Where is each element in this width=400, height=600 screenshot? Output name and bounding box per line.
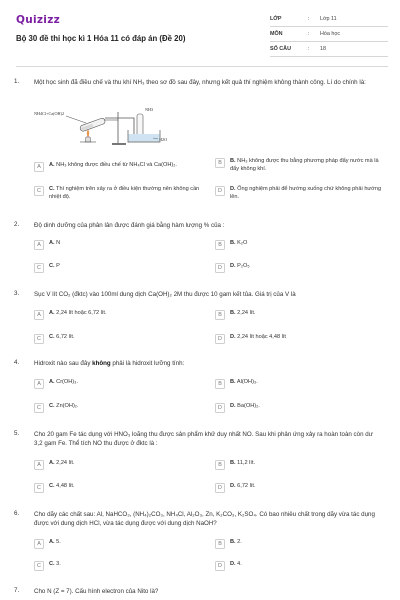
question-text-after: phải là hidroxit lưỡng tính: (110, 360, 185, 367)
option-letter: C (34, 334, 44, 344)
option-c[interactable] (34, 561, 61, 571)
question-number: 6. (14, 510, 20, 517)
option-letter: C (34, 483, 44, 493)
option-label: B. (230, 240, 236, 246)
option-letter: C (34, 403, 44, 413)
meta-label: MÔN (270, 31, 283, 37)
option-body (49, 483, 75, 491)
option-text: 5. (56, 539, 61, 545)
option-body (49, 334, 75, 342)
option-letter: A (34, 539, 44, 549)
option-body (49, 403, 79, 411)
question-number: 5. (14, 430, 20, 437)
option-label: D. (230, 334, 236, 340)
option-text: Ống nghiệm phải để hướng xuống chứ không phải hướng lên. (230, 186, 382, 200)
option-letter: B (215, 539, 225, 549)
question-text: Độ dinh dưỡng của phân lân được đánh giá bằng hàm lượng % của : (34, 222, 225, 229)
option-text: 11,2 lít. (237, 460, 256, 466)
quizizz-logo[interactable]: Quizizz (16, 14, 61, 26)
option-label: C. (49, 483, 55, 489)
diagram-water-label: H2O (159, 137, 168, 142)
option-text: P (56, 263, 60, 269)
question-text: Cho N (Z = 7). Cấu hình electron của Nito là? (34, 588, 159, 595)
question-text (34, 359, 380, 368)
option-b[interactable] (215, 539, 242, 549)
option-letter: D (215, 483, 225, 493)
option-body (230, 460, 255, 468)
option-c[interactable] (34, 403, 79, 413)
option-label: A. (49, 539, 55, 545)
option-c[interactable] (34, 186, 204, 201)
option-body (49, 561, 61, 569)
option-label: B. (230, 460, 236, 466)
meta-label: SỐ CÂU (270, 46, 291, 52)
option-d[interactable] (215, 186, 385, 201)
option-body (230, 263, 250, 271)
option-label: A. (49, 240, 55, 246)
diagram-reactant-label: NH4Cl+Ca(OH)2 (34, 111, 65, 116)
option-letter: D (215, 561, 225, 571)
option-label: A. (49, 162, 55, 168)
option-text: 2,24 lít hoặc 4,48 lít (237, 334, 286, 340)
option-body (49, 310, 107, 318)
meta-value: Lớp 11 (320, 16, 337, 22)
option-body (49, 186, 204, 201)
option-text: 2,24 lít. (237, 310, 256, 316)
option-text: Cr(OH)₃. (56, 379, 79, 385)
option-label: B. (230, 310, 236, 316)
option-c[interactable] (34, 334, 75, 344)
option-d[interactable] (215, 561, 242, 571)
option-letter: B (215, 460, 225, 470)
option-a[interactable] (34, 460, 75, 470)
option-label: C. (49, 186, 55, 192)
option-text: NH₃ không được điều chế từ NH₄Cl và Ca(OH)₂. (56, 162, 177, 168)
option-body (49, 539, 61, 547)
diagram-gas-label: NH3 (145, 107, 154, 112)
option-letter: A (34, 310, 44, 320)
option-letter: A (34, 162, 44, 172)
option-letter: D (215, 186, 225, 196)
option-body (230, 379, 258, 387)
option-body (230, 483, 256, 491)
question-number: 7. (14, 587, 20, 594)
option-text: Thí nghiệm trên xảy ra ở điều kiện thường nên không cần nhiệt độ. (49, 186, 200, 200)
option-b[interactable] (215, 379, 258, 389)
question-number: 2. (14, 221, 20, 228)
option-body (49, 240, 60, 248)
question-3 (0, 290, 400, 350)
option-d[interactable] (215, 403, 260, 413)
option-text: 6,72 lít. (237, 483, 256, 489)
question-text: Một học sinh đã điều chế và thu khí NH₃ theo sơ đồ sau đây, nhưng kết quả thí nghiệm không thành công. Lí do chính là: (34, 79, 366, 86)
option-label: C. (49, 561, 55, 567)
apparatus-diagram (34, 106, 204, 148)
meta-separator: : (308, 31, 310, 37)
option-label: B. (230, 158, 236, 164)
option-d[interactable] (215, 334, 286, 344)
option-b[interactable] (215, 240, 247, 250)
option-letter: A (34, 240, 44, 250)
option-text: Zn(OH)₂. (56, 403, 79, 409)
option-b[interactable] (215, 310, 256, 320)
option-body (49, 379, 78, 387)
option-body (49, 460, 75, 468)
meta-table (270, 12, 388, 57)
option-body (49, 263, 60, 271)
question-text: Sục V lít CO₂ (đktc) vào 100ml dung dịch Ca(OH)₂ 2M thu được 10 gam kết tủa. Giá trị của V là (34, 291, 296, 298)
option-text: 2,24 lít. (56, 460, 75, 466)
option-text: 2,24 lít hoặc 6,72 lít. (56, 310, 107, 316)
option-label: D. (230, 483, 236, 489)
option-label: C. (49, 403, 55, 409)
option-letter: B (215, 310, 225, 320)
option-letter: D (215, 403, 225, 413)
option-label: D. (230, 403, 236, 409)
meta-value: 18 (320, 46, 326, 52)
option-text: Al(OH)₃. (236, 379, 258, 385)
question-text-emphasis: không (92, 360, 111, 367)
meta-value: Hóa học (320, 31, 341, 37)
option-label: C. (49, 263, 55, 269)
question-number: 3. (14, 290, 20, 297)
meta-separator: : (308, 46, 310, 52)
option-text: 6,72 lít. (56, 334, 75, 340)
question-2 (0, 221, 400, 281)
option-label: D. (230, 186, 236, 192)
option-text: 2. (237, 539, 242, 545)
option-text: Ba(OH)₂. (237, 403, 260, 409)
question-7 (0, 587, 400, 599)
option-body (230, 539, 242, 547)
option-body (230, 186, 385, 201)
option-text: P₂O₅ (237, 263, 250, 269)
option-b[interactable] (215, 460, 255, 470)
option-body (230, 310, 256, 318)
question-text-before: Hidroxit nào sau đây (34, 360, 93, 367)
option-text: NH₃ không được thu bằng phương pháp đẩy nước mà là đẩy không khí. (230, 158, 379, 172)
option-c[interactable] (34, 483, 75, 493)
question-number: 1. (14, 78, 20, 85)
option-letter: D (215, 263, 225, 273)
question-text: Cho 20 gam Fe tác dụng với HNO₃ loãng thu được sản phẩm khử duy nhất NO. Sau khi phản ứng xảy ra hoàn toàn còn dư 3,2 gam Fe. Thể tích NO thu được ở đktc là : (34, 431, 373, 447)
option-label: D. (230, 263, 236, 269)
meta-row-class (270, 12, 388, 27)
question-5 (0, 430, 400, 500)
option-letter: B (215, 379, 225, 389)
option-c[interactable] (34, 263, 60, 273)
option-body (230, 403, 260, 411)
document-header (0, 0, 400, 64)
question-1 (0, 78, 400, 218)
option-label: A. (49, 379, 55, 385)
option-text: 3. (56, 561, 61, 567)
question-text: Cho dãy các chất sau: Al, NaHCO₃, (NH₄)₂CO₃, NH₄Cl, Al₂O₃, Zn, K₂CO₃, K₂SO₄. Có bao nhiêu chất trong dãy vừa tác dụng được với dung dịch HCl, vừa tác dụng được với dung dịch NaOH? (34, 511, 375, 527)
option-label: A. (49, 460, 55, 466)
question-6 (0, 510, 400, 580)
question-4 (0, 359, 400, 419)
question-number: 4. (14, 359, 20, 366)
option-label: D. (230, 561, 236, 567)
option-a[interactable] (34, 539, 61, 549)
option-a[interactable] (34, 379, 78, 389)
option-body (49, 162, 177, 170)
header-divider (16, 66, 388, 67)
option-body (230, 240, 247, 248)
option-text: K₂O (237, 240, 248, 246)
option-d[interactable] (215, 483, 256, 493)
option-label: C. (49, 334, 55, 340)
option-b[interactable] (215, 158, 385, 173)
option-letter: D (215, 334, 225, 344)
option-letter: B (215, 158, 225, 168)
option-text: N (56, 240, 61, 246)
option-letter: A (34, 379, 44, 389)
meta-separator: : (308, 16, 310, 22)
option-a[interactable] (34, 310, 107, 320)
option-body (230, 158, 385, 173)
option-d[interactable] (215, 263, 250, 273)
meta-row-count (270, 42, 388, 57)
option-label: B. (230, 539, 236, 545)
option-body (230, 334, 286, 342)
option-text: 4. (237, 561, 242, 567)
option-letter: B (215, 240, 225, 250)
option-letter: A (34, 460, 44, 470)
option-text: 4,48 lít. (56, 483, 75, 489)
option-letter: C (34, 561, 44, 571)
option-a[interactable] (34, 240, 60, 250)
option-body (230, 561, 242, 569)
option-label: A. (49, 310, 55, 316)
option-a[interactable] (34, 162, 204, 172)
page-title: Bộ 30 đề thi học kì 1 Hóa 11 có đáp án (Đề 20) (16, 34, 186, 43)
option-letter: C (34, 263, 44, 273)
option-letter: C (34, 186, 44, 196)
option-label: B. (230, 379, 236, 385)
meta-row-subject (270, 27, 388, 42)
meta-label: LỚP (270, 16, 282, 22)
